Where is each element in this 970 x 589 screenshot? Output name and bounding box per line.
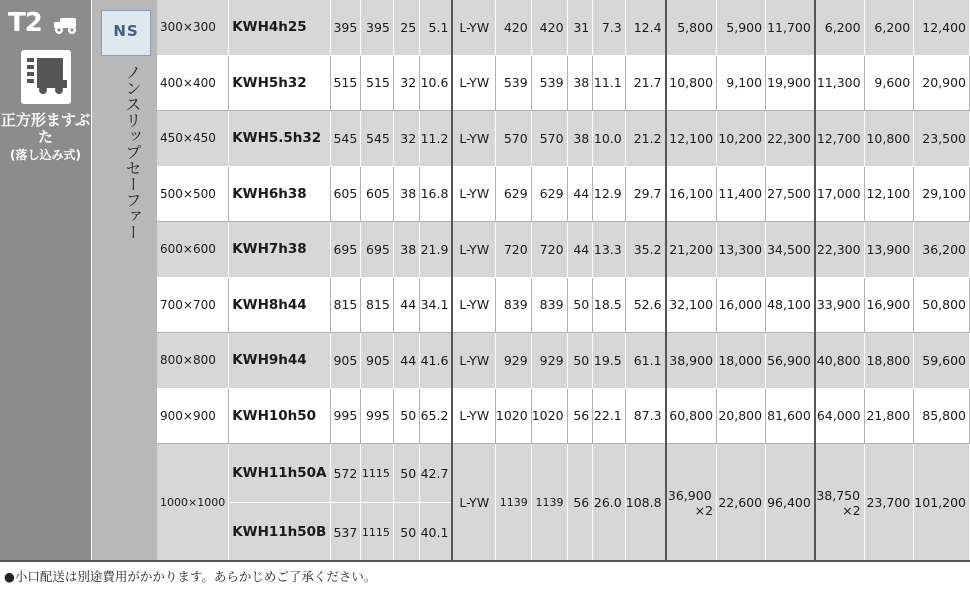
cell-d: 629 <box>495 166 531 222</box>
cell-w: 16.8 <box>420 166 453 222</box>
cell-p3: 48,100 <box>766 277 815 333</box>
cell-p3: 96,400 <box>766 444 815 562</box>
cell-p6: 85,800 <box>914 388 970 444</box>
cell-d: 1139 <box>495 444 531 562</box>
cell-grade: L-YW <box>452 333 495 389</box>
cell-w: 21.9 <box>420 222 453 278</box>
cell-a: 572 <box>330 444 361 503</box>
cell-c: 32 <box>393 111 419 167</box>
cell-b: 1115 <box>361 503 394 562</box>
table-row <box>157 222 970 278</box>
cell-p2: 18,000 <box>717 333 766 389</box>
cell-p5: 12,100 <box>864 166 914 222</box>
cell-p3: 22,300 <box>766 111 815 167</box>
cell-h: 29.7 <box>625 166 665 222</box>
cell-p6: 20,900 <box>914 55 970 111</box>
cell-b: 605 <box>361 166 394 222</box>
cell-w: 42.7 <box>420 444 453 503</box>
cell-grade: L-YW <box>452 277 495 333</box>
cell-p6: 59,600 <box>914 333 970 389</box>
cell-p3: 11,700 <box>766 0 815 55</box>
cell-model: KWH8h44 <box>229 277 330 333</box>
cell-size: 450×450 <box>157 111 229 167</box>
cell-p3: 27,500 <box>766 166 815 222</box>
cell-c: 25 <box>393 0 419 55</box>
category-subtitle: (落し込み式) <box>10 148 81 162</box>
p1-multiplier: ×2 <box>694 502 714 518</box>
table-row <box>157 444 970 503</box>
cell-g: 19.5 <box>593 333 626 389</box>
cell-e: 629 <box>531 166 567 222</box>
cell-model: KWH10h50 <box>229 388 330 444</box>
table-row <box>157 277 970 333</box>
cell-p2: 9,100 <box>717 55 766 111</box>
load-truck-icon <box>21 50 71 104</box>
cell-model: KWH11h50A <box>229 444 330 503</box>
table-row <box>157 333 970 389</box>
cell-size: 400×400 <box>157 55 229 111</box>
cell-p4: 11,300 <box>815 55 864 111</box>
cell-p4 <box>815 444 864 562</box>
cell-c: 32 <box>393 55 419 111</box>
cell-d: 539 <box>495 55 531 111</box>
category-badge: T2 <box>8 8 42 38</box>
cell-d: 720 <box>495 222 531 278</box>
cell-size: 700×700 <box>157 277 229 333</box>
cell-p4: 33,900 <box>815 277 864 333</box>
cell-h: 108.8 <box>625 444 665 562</box>
cell-d: 420 <box>495 0 531 55</box>
cell-h: 35.2 <box>625 222 665 278</box>
cell-b: 695 <box>361 222 394 278</box>
cell-h: 52.6 <box>625 277 665 333</box>
cell-model: KWH9h44 <box>229 333 330 389</box>
cell-grade: L-YW <box>452 166 495 222</box>
cell-p4: 12,700 <box>815 111 864 167</box>
cell-f: 38 <box>567 111 593 167</box>
cell-p6: 101,200 <box>914 444 970 562</box>
cell-grade: L-YW <box>452 0 495 55</box>
cell-a: 695 <box>330 222 361 278</box>
cell-d: 839 <box>495 277 531 333</box>
cell-grade: L-YW <box>452 55 495 111</box>
cell-c: 38 <box>393 166 419 222</box>
cell-p2: 20,800 <box>717 388 766 444</box>
cell-e: 420 <box>531 0 567 55</box>
cell-p1: 12,100 <box>666 111 717 167</box>
p4-multiplier: ×2 <box>842 502 861 518</box>
cell-f: 44 <box>567 222 593 278</box>
cell-p2: 5,900 <box>717 0 766 55</box>
cell-p5: 6,200 <box>864 0 914 55</box>
ns-logo <box>101 10 151 56</box>
cell-f: 50 <box>567 333 593 389</box>
cell-size: 800×800 <box>157 333 229 389</box>
cell-size: 300×300 <box>157 0 229 55</box>
cell-d: 929 <box>495 333 531 389</box>
table-row <box>157 0 970 55</box>
cell-size: 1000×1000 <box>157 444 229 562</box>
cell-p3: 56,900 <box>766 333 815 389</box>
p1-value: 36,900 <box>667 487 712 503</box>
cell-p3: 81,600 <box>766 388 815 444</box>
cell-p1: 32,100 <box>666 277 717 333</box>
cell-p5: 16,900 <box>864 277 914 333</box>
cell-f: 56 <box>567 444 593 562</box>
cell-p5: 18,800 <box>864 333 914 389</box>
cell-model: KWH7h38 <box>229 222 330 278</box>
cell-p5: 21,800 <box>864 388 914 444</box>
cell-p4: 64,000 <box>815 388 864 444</box>
cell-p4: 40,800 <box>815 333 864 389</box>
spec-table <box>157 0 970 562</box>
cell-model: KWH4h25 <box>229 0 330 55</box>
cell-h: 61.1 <box>625 333 665 389</box>
cell-w: 11.2 <box>420 111 453 167</box>
cell-e: 929 <box>531 333 567 389</box>
table-row <box>157 388 970 444</box>
cell-p6: 23,500 <box>914 111 970 167</box>
cell-w: 34.1 <box>420 277 453 333</box>
cell-c: 38 <box>393 222 419 278</box>
cell-p1: 5,800 <box>666 0 717 55</box>
cell-h: 21.2 <box>625 111 665 167</box>
cell-c: 50 <box>393 388 419 444</box>
cell-p5: 23,700 <box>864 444 914 562</box>
cell-b: 815 <box>361 277 394 333</box>
category-column <box>0 0 91 560</box>
cell-p1: 16,100 <box>666 166 717 222</box>
p4-value: 38,750 <box>816 487 861 503</box>
cell-c: 50 <box>393 503 419 562</box>
cell-h: 21.7 <box>625 55 665 111</box>
cell-p5: 10,800 <box>864 111 914 167</box>
series-column <box>91 0 158 560</box>
cell-p1: 21,200 <box>666 222 717 278</box>
cell-a: 545 <box>330 111 361 167</box>
cell-w: 40.1 <box>420 503 453 562</box>
truck-icon <box>52 14 80 36</box>
cell-e: 1139 <box>531 444 567 562</box>
cell-g: 7.3 <box>593 0 626 55</box>
cell-h: 12.4 <box>625 0 665 55</box>
cell-b: 905 <box>361 333 394 389</box>
cell-p1: 38,900 <box>666 333 717 389</box>
cell-p2: 10,200 <box>717 111 766 167</box>
cell-a: 995 <box>330 388 361 444</box>
cell-f: 31 <box>567 0 593 55</box>
cell-size: 500×500 <box>157 166 229 222</box>
cell-p2: 11,400 <box>717 166 766 222</box>
ns-logo-text: NS <box>113 22 139 40</box>
cell-c: 44 <box>393 277 419 333</box>
cell-size: 900×900 <box>157 388 229 444</box>
cell-model: KWH5h32 <box>229 55 330 111</box>
cell-a: 515 <box>330 55 361 111</box>
table-row <box>157 111 970 167</box>
series-name: ノンスリップセーファー <box>123 64 142 240</box>
cell-p6: 36,200 <box>914 222 970 278</box>
cell-model: KWH6h38 <box>229 166 330 222</box>
cell-grade: L-YW <box>452 388 495 444</box>
category-name: 正方形ますぶた <box>0 111 91 146</box>
cell-p1: 10,800 <box>666 55 717 111</box>
cell-g: 13.3 <box>593 222 626 278</box>
cell-p6: 29,100 <box>914 166 970 222</box>
cell-b: 515 <box>361 55 394 111</box>
cell-e: 839 <box>531 277 567 333</box>
cell-a: 905 <box>330 333 361 389</box>
cell-p1 <box>666 444 717 562</box>
cell-g: 12.9 <box>593 166 626 222</box>
cell-d: 570 <box>495 111 531 167</box>
cell-h: 87.3 <box>625 388 665 444</box>
cell-e: 570 <box>531 111 567 167</box>
cell-grade: L-YW <box>452 222 495 278</box>
cell-b: 545 <box>361 111 394 167</box>
cell-g: 26.0 <box>593 444 626 562</box>
cell-g: 10.0 <box>593 111 626 167</box>
table-row <box>157 55 970 111</box>
cell-b: 1115 <box>361 444 394 503</box>
cell-g: 11.1 <box>593 55 626 111</box>
cell-p4: 6,200 <box>815 0 864 55</box>
cell-grade: L-YW <box>452 111 495 167</box>
cell-d: 1020 <box>495 388 531 444</box>
table-bottom-border <box>0 560 970 562</box>
cell-p6: 12,400 <box>914 0 970 55</box>
cell-grade: L-YW <box>452 444 495 562</box>
cell-e: 1020 <box>531 388 567 444</box>
cell-a: 605 <box>330 166 361 222</box>
cell-p6: 50,800 <box>914 277 970 333</box>
cell-w: 65.2 <box>420 388 453 444</box>
cell-e: 539 <box>531 55 567 111</box>
cell-size: 600×600 <box>157 222 229 278</box>
cell-w: 5.1 <box>420 0 453 55</box>
table-row <box>157 166 970 222</box>
cell-f: 56 <box>567 388 593 444</box>
cell-c: 44 <box>393 333 419 389</box>
cell-w: 10.6 <box>420 55 453 111</box>
footnote: ●小口配送は別途費用がかかります。あらかじめご了承ください。 <box>4 569 377 584</box>
cell-f: 38 <box>567 55 593 111</box>
cell-f: 44 <box>567 166 593 222</box>
cell-p2: 16,000 <box>717 277 766 333</box>
cell-p1: 60,800 <box>666 388 717 444</box>
cell-b: 995 <box>361 388 394 444</box>
cell-model: KWH11h50B <box>229 503 330 562</box>
cell-c: 50 <box>393 444 419 503</box>
cell-p4: 17,000 <box>815 166 864 222</box>
cell-g: 22.1 <box>593 388 626 444</box>
cell-f: 50 <box>567 277 593 333</box>
cell-a: 395 <box>330 0 361 55</box>
cell-p5: 9,600 <box>864 55 914 111</box>
cell-p2: 22,600 <box>717 444 766 562</box>
cell-a: 537 <box>330 503 361 562</box>
cell-p5: 13,900 <box>864 222 914 278</box>
cell-g: 18.5 <box>593 277 626 333</box>
cell-p3: 34,500 <box>766 222 815 278</box>
cell-e: 720 <box>531 222 567 278</box>
cell-p2: 13,300 <box>717 222 766 278</box>
cell-p3: 19,900 <box>766 55 815 111</box>
cell-w: 41.6 <box>420 333 453 389</box>
cell-a: 815 <box>330 277 361 333</box>
cell-p4: 22,300 <box>815 222 864 278</box>
cell-model: KWH5.5h32 <box>229 111 330 167</box>
cell-b: 395 <box>361 0 394 55</box>
